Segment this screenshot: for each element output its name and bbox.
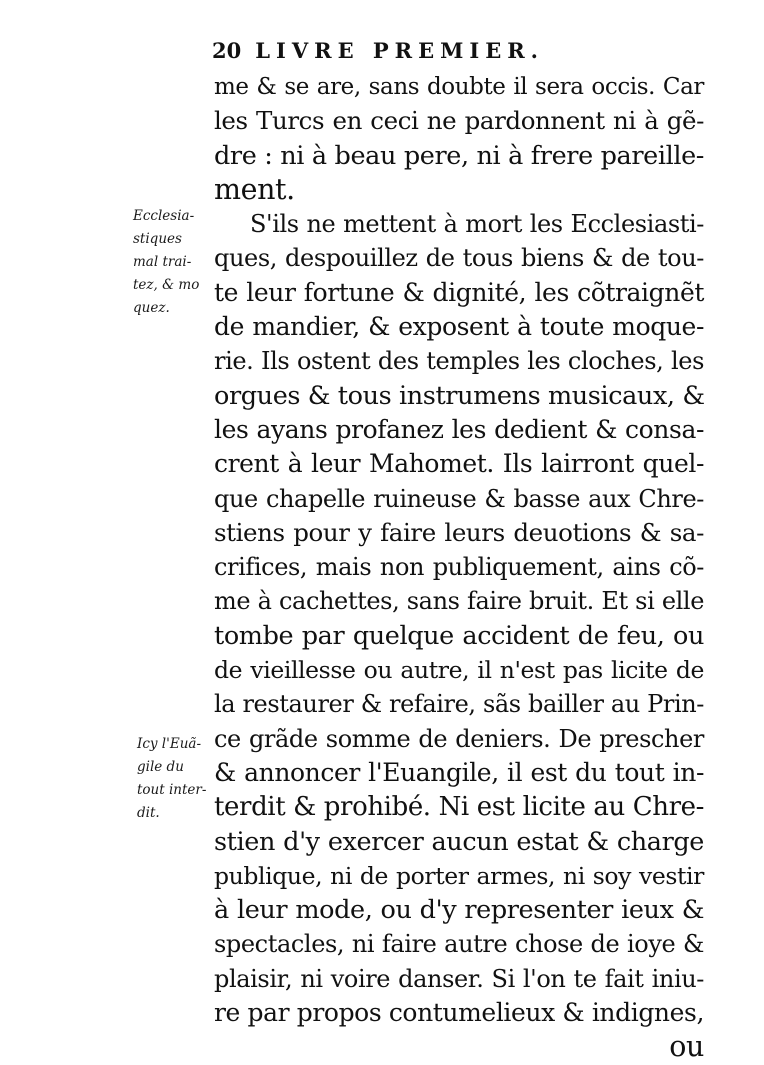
text-line: crent à leur Mahomet. Ils lairront quel- — [214, 449, 704, 479]
text-line: re par propos contumelieux & indignes, — [214, 998, 704, 1028]
body-text — [214, 70, 704, 1065]
margin-note-ecclesiastiques — [133, 205, 199, 320]
margin-note-line: mal trai- — [133, 254, 192, 270]
text-line: terdit & prohibé. Ni est licite au Chre- — [214, 792, 704, 823]
margin-note-line: stiques — [133, 231, 182, 247]
margin-note-line: Icy l'Euã- — [137, 736, 201, 752]
text-line: te leur fortune & dignité, les cõtraignẽt — [214, 277, 704, 307]
text-line: ques, despouillez de tous biens & de tou- — [214, 244, 704, 273]
catchword: ou — [669, 1030, 704, 1064]
text-line: les Turcs en ceci ne pardonnent ni à gẽ- — [214, 106, 704, 136]
page-number: 20 — [212, 38, 242, 63]
text-line: rie. Ils ostent des temples les cloches, les — [214, 347, 704, 376]
margin-note-line: tez, & mo — [133, 277, 200, 293]
margin-note-euangile — [137, 733, 206, 825]
text-line: la restaurer & refaire, sãs bailler au Prin- — [214, 690, 704, 719]
text-line: de vieillesse ou autre, il n'est pas licite de — [214, 656, 704, 685]
margin-note-line: gile du — [137, 759, 184, 775]
running-head — [212, 38, 544, 63]
margin-note-line: tout inter- — [137, 782, 207, 798]
running-title: LIVRE PREMIER. — [255, 38, 544, 63]
text-line: & annoncer l'Euangile, il est du tout in- — [214, 757, 704, 787]
text-line: spectacles, ni faire autre chose de ioye & — [214, 930, 704, 959]
text-line: les ayans profanez les dedient & consa- — [214, 414, 704, 444]
text-line: crifices, mais non publiquement, ains cõ- — [214, 553, 704, 582]
text-line: tombe par quelque accident de feu, ou — [214, 620, 704, 651]
margin-note-line: dit. — [137, 805, 160, 821]
text-line: S'ils ne mettent à mort les Ecclesiasti- — [250, 210, 704, 239]
text-line: que chapelle ruineuse & basse aux Chre- — [214, 484, 704, 513]
text-line: à leur mode, ou d'y representer ieux & — [214, 895, 704, 926]
margin-note-line: quez. — [133, 300, 170, 316]
text-line: stiens pour y faire leurs deuotions & sa- — [214, 517, 704, 547]
text-line: stien d'y exercer aucun estat & charge — [214, 826, 704, 857]
text-line: ce grãde somme de deniers. De prescher — [214, 724, 704, 753]
text-line: publique, ni de porter armes, ni soy vestir — [214, 861, 704, 890]
text-line: me & se are, sans doubte il sera occis. Car — [214, 74, 704, 100]
margin-note-line: Ecclesia- — [133, 208, 195, 224]
text-line: plaisir, ni voire danser. Si l'on te fait iniu- — [214, 964, 704, 993]
text-line: dre : ni à beau pere, ni à frere pareille- — [214, 140, 704, 171]
text-line: ment. — [214, 172, 295, 206]
text-line: de mandier, & exposent à toute moque- — [214, 312, 704, 342]
text-line: orgues & tous instrumens musicaux, & — [214, 380, 705, 411]
text-line: me à cachettes, sans faire bruit. Et si elle — [214, 587, 704, 616]
